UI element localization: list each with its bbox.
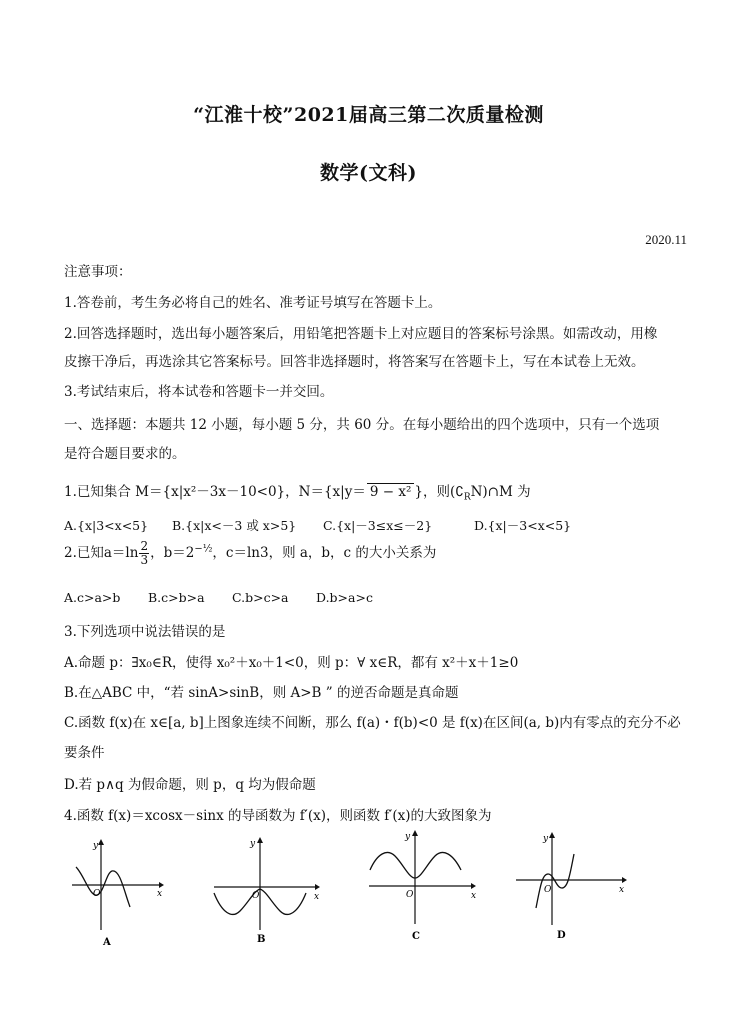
graph-c xyxy=(365,828,480,946)
y-label: y xyxy=(543,834,549,844)
exam-title: “江淮十校”2021届高三第二次质量检测 xyxy=(193,104,544,126)
section-heading: 一、选择题：本题共 12 小题，每小题 5 分，共 60 分。在每小题给出的四个选项中，只有一个选项 xyxy=(64,417,660,433)
fraction: $\frac{2}{3}$ xyxy=(140,539,149,567)
x-axis-arrow xyxy=(315,884,320,890)
x-axis-arrow xyxy=(622,877,627,883)
x-label: x xyxy=(619,885,625,895)
y-label: y xyxy=(405,832,411,842)
question-3-option-b: B.在△ABC 中，“若 sinA>sinB，则 A>B ” 的逆否命题是真命题 xyxy=(64,685,459,701)
x-label: x xyxy=(157,889,163,899)
option-a: A.{x|3<x<5} xyxy=(64,518,149,533)
option-d: D.{x|－3<x<5} xyxy=(474,518,572,533)
y-axis-arrow xyxy=(549,832,555,838)
question-3-option-a: A.命题 p：∃x₀∈R，使得 x₀²＋x₀＋1<0，则 p：∀ x∈R，都有 x²＋x＋1≥0 xyxy=(64,655,519,671)
curve xyxy=(536,854,574,908)
notice-item: 1.答卷前，考生务必将自己的姓名、准考证号填写在答题卡上。 xyxy=(64,295,442,311)
question-3-option-c-cont: 要条件 xyxy=(64,745,105,761)
option-a: A.c>a>b xyxy=(64,590,121,605)
exponent: −½ xyxy=(194,543,213,555)
notice-item: 皮擦干净后，再选涂其它答案标号。回答非选择题时，将答案写在答题卡上，写在本试卷上无效。 xyxy=(64,354,645,370)
option-b: B.{x|x<－3 或 x>5} xyxy=(172,518,297,533)
y-axis-arrow xyxy=(257,837,263,843)
y-label: y xyxy=(250,839,256,849)
graph-b xyxy=(210,835,322,950)
graph-label: A xyxy=(103,937,111,948)
option-c: C.{x|－3≤x≤－2} xyxy=(323,518,433,533)
y-label: y xyxy=(93,841,99,851)
sqrt-expression: 9 − x² xyxy=(367,483,415,500)
section-heading-cont: 是符合题目要求的。 xyxy=(64,446,186,462)
question-3-option-c: C.函数 f(x)在 x∈[a, b]上图象连续不间断，那么 f(a)・f(b)<0 是 f(x)在区间(a, b)内有零点的充分不必 xyxy=(64,715,681,731)
notice-item: 2.回答选择题时，选出每小题答案后，用铅笔把答题卡上对应题目的答案标号涂黑。如需改动，用橡 xyxy=(64,326,658,342)
origin-label: O xyxy=(544,885,552,895)
question-1-stem: 1.已知集合 M＝{x|x²－3x－10<0}，N＝{x|y＝ 9 − x² }，则$(∁_RN)\cap M$ 为 xyxy=(64,484,531,503)
graph-label: C xyxy=(412,931,420,942)
origin-label: O xyxy=(252,891,260,901)
x-label: x xyxy=(471,891,477,901)
option-d: D.b>a>c xyxy=(316,590,373,605)
question-3-option-d: D.若 p∧q 为假命题，则 p，q 均为假命题 xyxy=(64,777,316,793)
origin-label: O xyxy=(93,889,101,899)
y-axis-arrow xyxy=(412,830,418,836)
question-1-options xyxy=(64,516,571,534)
question-2-options xyxy=(64,590,373,605)
option-c: C.b>c>a xyxy=(232,590,289,605)
option-b: B.c>b>a xyxy=(148,590,205,605)
x-label: x xyxy=(314,892,320,902)
graph-d xyxy=(512,830,630,945)
notice-item: 3.考试结束后，将本试卷和答题卡一并交回。 xyxy=(64,384,334,400)
exam-subtitle: 数学(文科) xyxy=(320,162,417,184)
curve xyxy=(76,867,130,907)
x-axis-arrow xyxy=(471,883,476,889)
origin-label: O xyxy=(406,890,414,900)
graph-a xyxy=(64,835,164,950)
question-3-stem: 3.下列选项中说法错误的是 xyxy=(64,624,226,640)
graph-label: B xyxy=(257,934,266,945)
y-axis-arrow xyxy=(98,839,104,845)
notice-heading: 注意事项： xyxy=(64,264,132,280)
question-4-stem: 4.函数 f(x)＝xcosx－sinx 的导函数为 f′(x)，则函数 f′(x)的大致图象为 xyxy=(64,808,492,824)
question-2-stem: 2.已知a＝ln $\frac{2}{3}$ ，$b=2^{-\frac{1}{2}}$，c＝ln3，则 a，b，c 的大小关系为 xyxy=(64,539,437,567)
x-axis-arrow xyxy=(159,882,164,888)
graph-label: D xyxy=(557,930,566,941)
exam-date: 2020.11 xyxy=(645,232,687,247)
